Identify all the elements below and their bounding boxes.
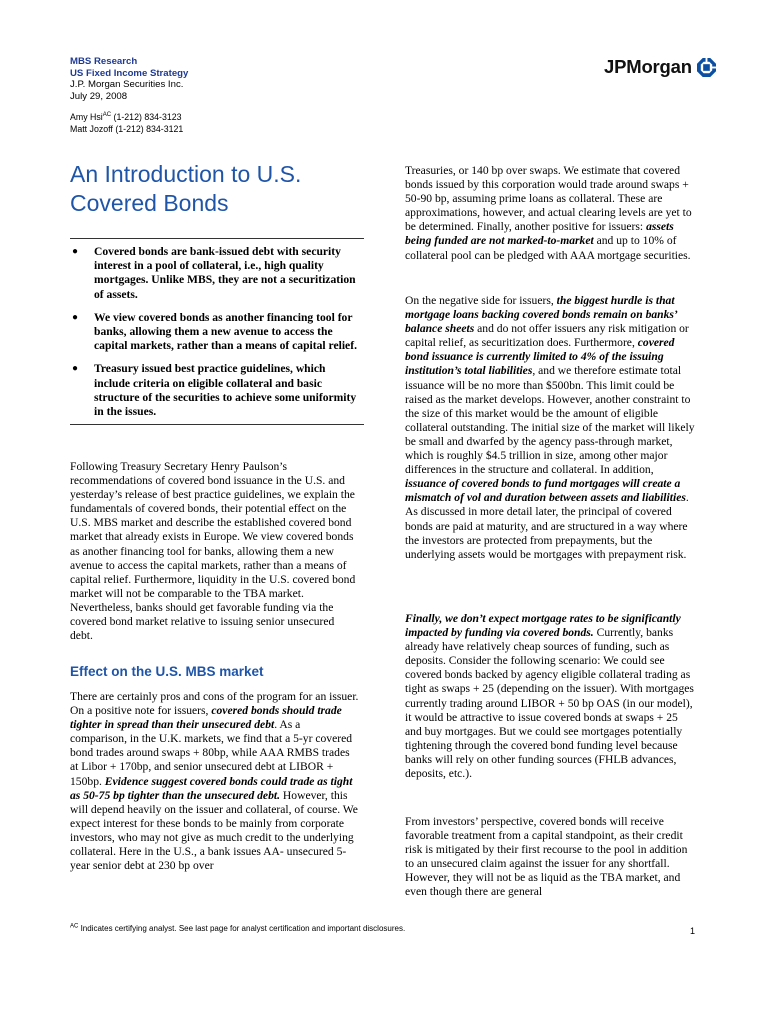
- strategy-label: US Fixed Income Strategy: [70, 67, 189, 79]
- analyst-list: [70, 111, 183, 135]
- section-heading: Effect on the U.S. MBS market: [70, 664, 264, 679]
- text-run: . As a comparison, in the U.K. markets, we find that a 5-yr covered bond trades around swaps + 80bp, while AAA RMBS trades at Libor + 170bp, and senior unsecured debt at LIBOR + 150bp.: [70, 718, 353, 788]
- right-paragraph-1: [405, 164, 697, 263]
- report-title: An Introduction to U.S. Covered Bonds: [70, 161, 302, 216]
- text-run: There are certainly pros and cons of the program for an issuer. On a positive note for issuers,: [70, 690, 359, 718]
- logo-text: JPMorgan: [604, 56, 692, 77]
- footer-note: [70, 924, 405, 933]
- report-date: July 29, 2008: [70, 90, 128, 102]
- key-points-box: [70, 238, 364, 425]
- analyst-name: Amy Hsi: [70, 112, 103, 122]
- key-point-text: Covered bonds are bank-issued debt with security interest in a pool of collateral, i.e., high quality mortgages. Unlike MBS, they are not a securitization of assets.: [94, 245, 356, 301]
- text-run: However, this will depend heavily on the issuer and collateral, of course. We expect interest for these bonds to be mainly from corporate investors, who may not give as much credit to the underlying collateral. Here in the U.S., a bank issues AA- unsecured 5-year senior debt at 230 bp over: [70, 788, 358, 873]
- text-run: Treasuries, or 140 bp over swaps. We estimate that covered bonds issued by this corporation would trade around swaps + 50-90 bp, assuming prime loans as collateral. These are approximations, however, and actual clearing levels are yet to be determined. Finally, another positive for issuers:: [405, 164, 692, 234]
- analyst-phone: (1-212) 834-3121: [112, 124, 184, 134]
- key-point-text: Treasury issued best practice guidelines, which include criteria on eligible collateral and basic structure of the securities to achieve some uniformity in the issues.: [94, 362, 357, 419]
- key-point-text: We view covered bonds as another financing tool for banks, allowing them a new avenue to access the capital markets, rather than a means of capital relief.: [94, 310, 357, 353]
- jpmorgan-octagon-icon: [697, 58, 716, 77]
- emphasis-text: issuance of covered bonds to fund mortgages will create a mismatch of vol and duration between assets and liabilities: [405, 477, 686, 505]
- report-header: [70, 56, 188, 102]
- bullet-icon: ●: [72, 311, 79, 323]
- key-point: [70, 245, 364, 302]
- certification-mark: AC: [70, 923, 79, 930]
- emphasis-text: covered bonds should trade tighter in spread than their unsecured debt: [70, 704, 342, 732]
- bullet-icon: ●: [72, 363, 79, 375]
- emphasis-text: assets being funded are not marked-to-market: [405, 220, 674, 248]
- key-point: [70, 362, 364, 419]
- text-run: On the negative side for issuers,: [405, 294, 557, 307]
- text-run: and up to 10% of collateral pool can be pledged with AAA mortgage securities.: [405, 234, 691, 262]
- disclosure-text: Indicates certifying analyst. See last page for analyst certification and important disclosures.: [78, 924, 406, 933]
- right-paragraph-3: [405, 612, 697, 781]
- text-run: . As discussed in more detail later, the principal of covered bonds are paid at maturity, and are structured in a way where the investors are protected from prepayments, but the underlying assets would be mortgages with prepayment risk.: [405, 491, 689, 561]
- analyst-2: [70, 123, 183, 135]
- jpmorgan-logo: [604, 56, 716, 78]
- emphasis-text: Finally, we don’t expect mortgage rates to be significantly impacted by funding via covered bonds.: [405, 612, 681, 640]
- firm-name: J.P. Morgan Securities Inc.: [70, 79, 184, 90]
- analyst-phone: (1-212) 834-3123: [111, 112, 182, 122]
- department-label: MBS Research: [70, 56, 138, 67]
- intro-paragraph: Following Treasury Secretary Henry Paulson’s recommendations of covered bond issuance in the U.S. and yesterday’s release of best practice guidelines, we explain the fundamentals of covered bonds, their potential effect on the U.S. MBS market and describe the established covered bond market that already exists in Europe. We view covered bonds as another financing tool for banks, allowing them a new avenue to access the capital markets, rather than a means of capital relief. Furthermore, liquidity in the U.S. covered bond market will not be comparable to the TBA market. Nevertheless, banks should get favorable funding via the covered bond market relative to issuing senior unsecured debt.: [70, 460, 356, 643]
- right-paragraph-2: [405, 294, 697, 562]
- emphasis-text: covered bond issuance is currently limited to 4% of the issuing institution’s total liabilities: [405, 336, 675, 378]
- text-run: Currently, banks already have relatively cheap sources of funding, such as deposits. Consider the following scenario: We could see covered bonds backed by agency eligible collateral trading as tight as swaps + 25 (depending on the issuer). With mortgages currently trading around LIBOR + 50 bp OAS (in our model), it would be attractive to issue covered bonds at swaps + 25 and buy mortgages. But we could see mortgages potentially tightening through the covered bond funding level because banks will rely on other funding sources (FHLB advances, deposits, etc.).: [405, 626, 694, 781]
- emphasis-text: Evidence suggest covered bonds could trade as tight as 50-75 bp tighter than the unsecured debt.: [70, 774, 353, 802]
- key-point: [70, 311, 364, 354]
- text-run: and do not offer issuers any risk mitigation or capital relief, as securitization does. Furthermore,: [405, 322, 689, 350]
- effect-paragraph: [70, 690, 360, 873]
- text-run: , and we therefore estimate total issuance will be no more than $500bn. This limit could be raised as the market develops. However, another constraint to the size of this market would be the amount of eligible collateral outstanding. The initial size of the market will likely be small and dwarfed by the agency pass-through market, which is roughly $4.5 trillion in size, among other major differences in the structure and collateral. In addition,: [405, 364, 695, 477]
- right-paragraph-4: From investors’ perspective, covered bonds will receive favorable treatment from a capital standpoint, as their credit risk is mitigated by their first recourse to the pool in addition to an unsecured claim against the issuer for any shortfall. However, they will not be as liquid as the TBA market, and even though there are general: [405, 815, 688, 899]
- bullet-icon: ●: [72, 246, 79, 257]
- analyst-name: Matt Jozoff: [70, 124, 113, 134]
- emphasis-text: the biggest hurdle is that mortgage loans backing covered bonds remain on banks’ balance sheets: [405, 294, 677, 336]
- certification-mark: AC: [102, 112, 112, 119]
- analyst-1: [70, 111, 183, 123]
- page-number: 1: [690, 926, 696, 936]
